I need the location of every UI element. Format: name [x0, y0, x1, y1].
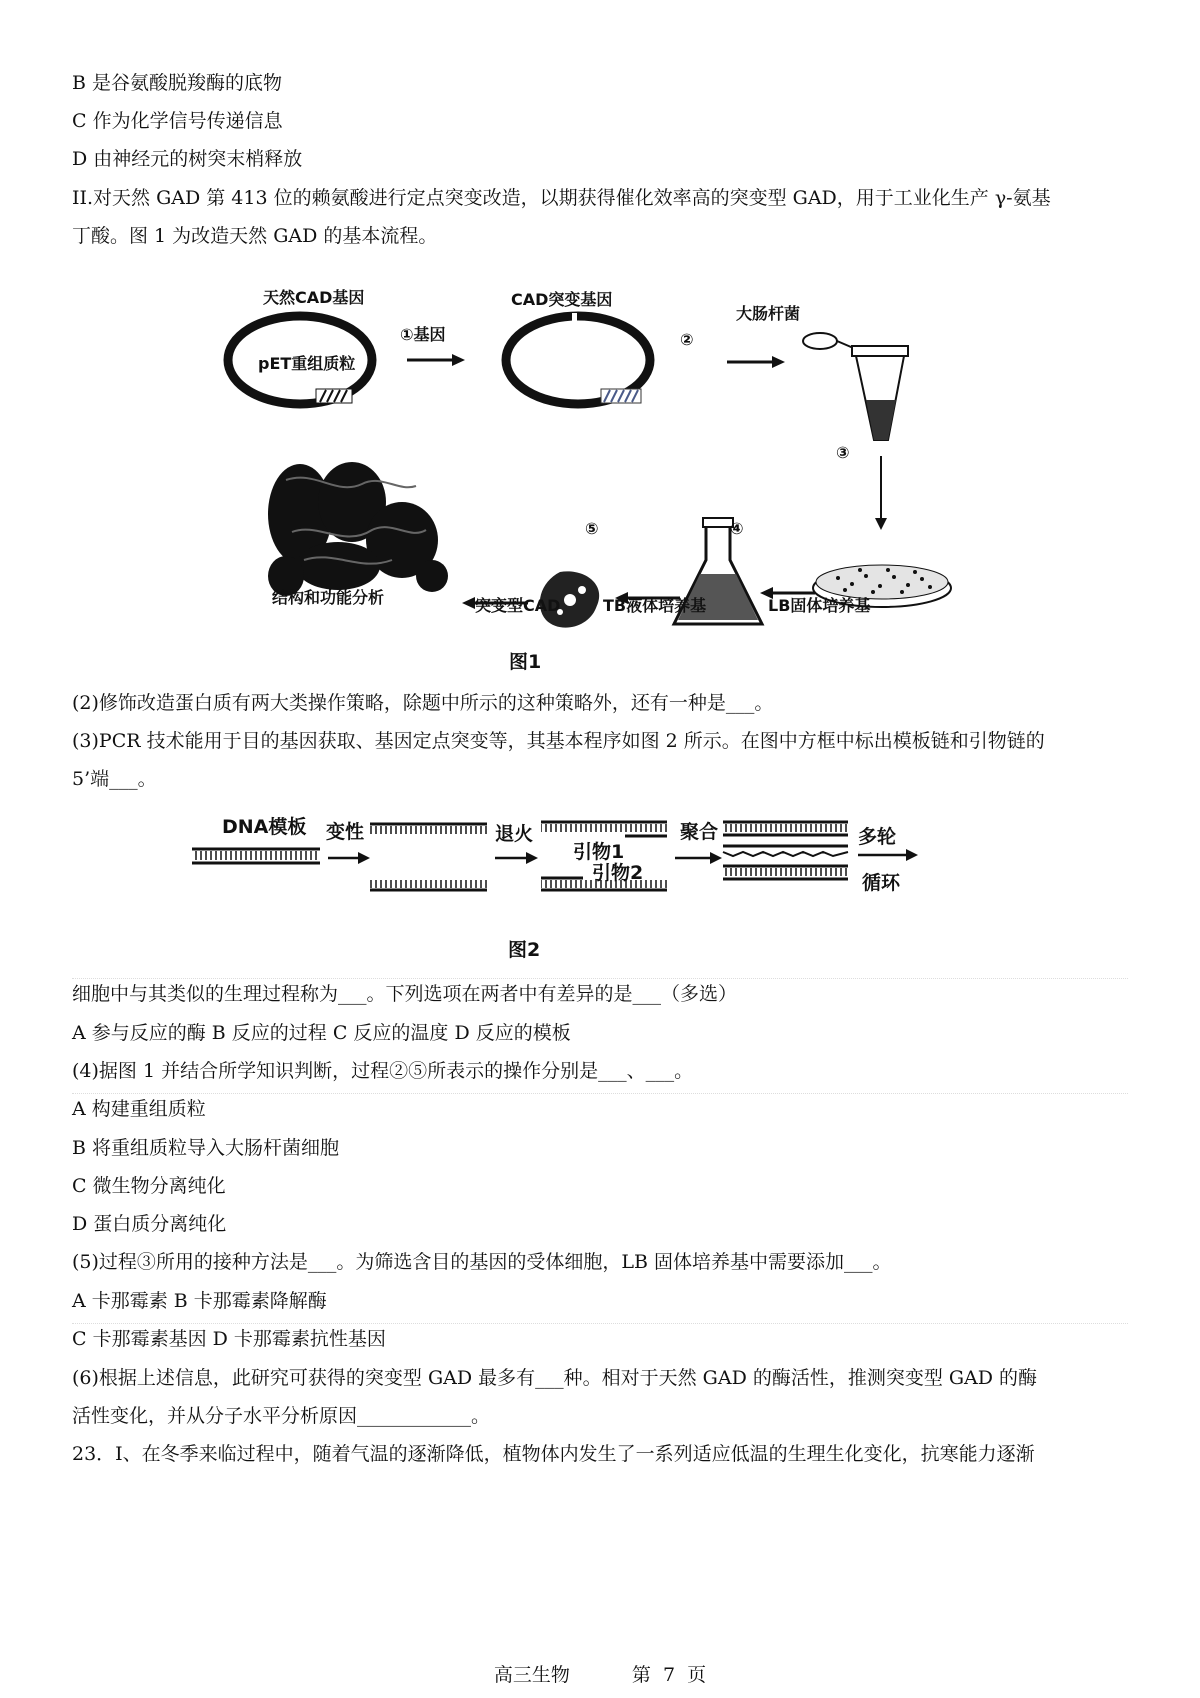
label-natural-gene: 天然CAD基因	[263, 288, 365, 307]
question-6-line-2: 活性变化，并从分子水平分析原因____________。	[72, 1405, 491, 1427]
page-footer	[0, 1660, 1200, 1687]
label-step-4: ④	[730, 519, 744, 538]
label-step-5: ⑤	[585, 519, 599, 538]
footer-page-number: 第 7 页	[631, 1664, 707, 1686]
label-mutant-cad: 突变型CAD	[475, 596, 561, 615]
label-dna-template: DNA模板	[222, 816, 307, 838]
label-lb-medium: LB固体培养基	[768, 596, 871, 615]
question-23-line: 23．I、在冬季来临过程中，随着气温的逐渐降低，植物体内发生了一系列适应低温的生理生化变化，抗寒能力逐渐	[72, 1443, 1035, 1465]
label-ecoli: 大肠杆菌	[736, 304, 801, 323]
question-4-line: (4)据图 1 并结合所学知识判断，过程②⑤所表示的操作分别是___、___。	[72, 1060, 694, 1082]
question-5-options-2: C 卡那霉素基因 D 卡那霉素抗性基因	[72, 1328, 386, 1350]
figure-2-caption: 图2	[508, 939, 541, 961]
label-denature: 变性	[326, 821, 365, 843]
dotted-rule	[72, 978, 1128, 979]
label-analysis: 结构和功能分析	[272, 588, 385, 607]
question-3-line-3: 细胞中与其类似的生理过程称为___。下列选项在两者中有差异的是___（多选）	[72, 983, 738, 1005]
label-primer-2: 引物2	[592, 862, 644, 884]
question-3-line-1: (3)PCR 技术能用于目的基因获取、基因定点突变等，其基本程序如图 2 所示。在图中方框中标出模板链和引物链的	[72, 730, 1045, 752]
label-mutant-gene: CAD突变基因	[511, 290, 613, 309]
dotted-rule	[72, 1323, 1128, 1324]
label-plasmid: pET重组质粒	[258, 354, 356, 373]
label-step-3: ③	[836, 443, 850, 462]
question-4-option-c: C 微生物分离纯化	[72, 1175, 226, 1197]
question-4-option-b: B 将重组质粒导入大肠杆菌细胞	[72, 1137, 340, 1159]
label-step-2: ②	[680, 330, 694, 349]
question-6-line-1: (6)根据上述信息，此研究可获得的突变型 GAD 最多有___种。相对于天然 GAD 的酶活性，推测突变型 GAD 的酶	[72, 1367, 1038, 1389]
label-cycle-1: 多轮	[858, 826, 897, 848]
question-5-options-1: A 卡那霉素 B 卡那霉素降解酶	[72, 1290, 327, 1312]
question-2-line: (2)修饰改造蛋白质有两大类操作策略，除题中所示的这种策略外，还有一种是___。	[72, 692, 774, 714]
option-c-line: C 作为化学信号传递信息	[72, 110, 283, 132]
dotted-rule	[72, 1093, 1128, 1094]
option-b-line: B 是谷氨酸脱羧酶的底物	[72, 72, 283, 94]
question-3-options: A 参与反应的酶 B 反应的过程 C 反应的温度 D 反应的模板	[72, 1022, 571, 1044]
label-primer-1: 引物1	[573, 841, 625, 863]
option-d-line: D 由神经元的树突末梢释放	[72, 148, 303, 170]
section-ii-line-2: 丁酸。图 1 为改造天然 GAD 的基本流程。	[72, 225, 438, 247]
label-anneal: 退火	[495, 823, 534, 845]
label-tb-medium: TB液体培养基	[603, 596, 707, 615]
question-4-option-d: D 蛋白质分离纯化	[72, 1213, 227, 1235]
footer-subject: 高三生物	[493, 1664, 570, 1686]
label-extend: 聚合	[680, 821, 719, 843]
figure-1-drawing	[0, 0, 1200, 680]
label-step-1: ①基因	[400, 325, 446, 344]
label-cycle-2: 循环	[862, 872, 901, 894]
section-ii-line-1: II.对天然 GAD 第 413 位的赖氨酸进行定点突变改造，以期获得催化效率高的突变型 GAD，用于工业化生产 γ-氨基	[72, 187, 1051, 209]
question-4-option-a: A 构建重组质粒	[72, 1098, 206, 1120]
question-5-line: (5)过程③所用的接种方法是___。为筛选含目的基因的受体细胞，LB 固体培养基中需要添加___。	[72, 1251, 892, 1273]
question-3-line-2: 5’端___。	[72, 768, 157, 790]
figure-1-caption: 图1	[509, 651, 542, 673]
